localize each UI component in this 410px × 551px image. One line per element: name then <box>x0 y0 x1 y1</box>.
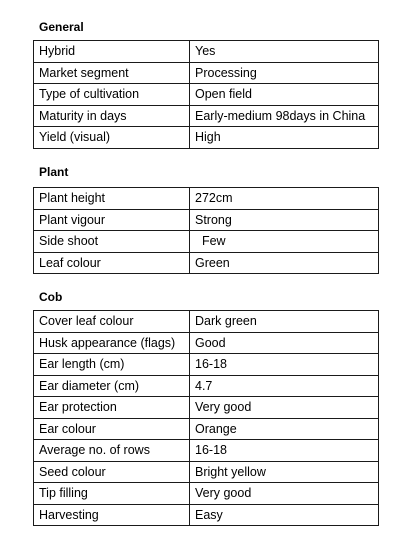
row-value: Very good <box>190 397 379 419</box>
row-label: Type of cultivation <box>34 84 190 106</box>
row-value: Processing <box>190 62 379 84</box>
table-row <box>34 483 379 505</box>
row-value: Few <box>190 231 379 253</box>
cob-table <box>33 310 379 526</box>
row-label: Ear diameter (cm) <box>34 375 190 397</box>
row-label: Ear length (cm) <box>34 354 190 376</box>
table-row <box>34 311 379 333</box>
row-label: Maturity in days <box>34 105 190 127</box>
table-row <box>34 397 379 419</box>
row-label: Leaf colour <box>34 252 190 274</box>
table-row <box>34 105 379 127</box>
table-row <box>34 84 379 106</box>
row-value: Early-medium 98days in China <box>190 105 379 127</box>
row-value: Green <box>190 252 379 274</box>
row-value: 4.7 <box>190 375 379 397</box>
table-row <box>34 252 379 274</box>
row-value: Dark green <box>190 311 379 333</box>
row-label: Hybrid <box>34 41 190 63</box>
table-row <box>34 188 379 210</box>
row-value: 16-18 <box>190 440 379 462</box>
row-label: Yield (visual) <box>34 127 190 149</box>
table-row <box>34 504 379 526</box>
row-value: Bright yellow <box>190 461 379 483</box>
table-row <box>34 209 379 231</box>
row-label: Ear protection <box>34 397 190 419</box>
row-label: Plant vigour <box>34 209 190 231</box>
row-value: 16-18 <box>190 354 379 376</box>
table-row <box>34 354 379 376</box>
row-value: Yes <box>190 41 379 63</box>
row-label: Harvesting <box>34 504 190 526</box>
section-title-plant: Plant <box>39 165 69 179</box>
row-value: 272cm <box>190 188 379 210</box>
section-title-cob: Cob <box>39 290 63 304</box>
table-row <box>34 41 379 63</box>
row-label: Plant height <box>34 188 190 210</box>
table-row <box>34 231 379 253</box>
row-label: Average no. of rows <box>34 440 190 462</box>
row-value: Good <box>190 332 379 354</box>
row-label: Tip filling <box>34 483 190 505</box>
table-row <box>34 418 379 440</box>
row-label: Seed colour <box>34 461 190 483</box>
table-row <box>34 375 379 397</box>
row-value: Orange <box>190 418 379 440</box>
table-row <box>34 461 379 483</box>
row-value: Very good <box>190 483 379 505</box>
table-row <box>34 440 379 462</box>
row-value: Easy <box>190 504 379 526</box>
general-table <box>33 40 379 149</box>
row-label: Market segment <box>34 62 190 84</box>
row-value: Strong <box>190 209 379 231</box>
section-title-general: General <box>39 20 84 34</box>
table-row <box>34 332 379 354</box>
row-label: Husk appearance (flags) <box>34 332 190 354</box>
row-value: Open field <box>190 84 379 106</box>
plant-table <box>33 187 379 274</box>
row-value: High <box>190 127 379 149</box>
row-label: Ear colour <box>34 418 190 440</box>
table-row <box>34 127 379 149</box>
row-label: Cover leaf colour <box>34 311 190 333</box>
row-label: Side shoot <box>34 231 190 253</box>
table-row <box>34 62 379 84</box>
